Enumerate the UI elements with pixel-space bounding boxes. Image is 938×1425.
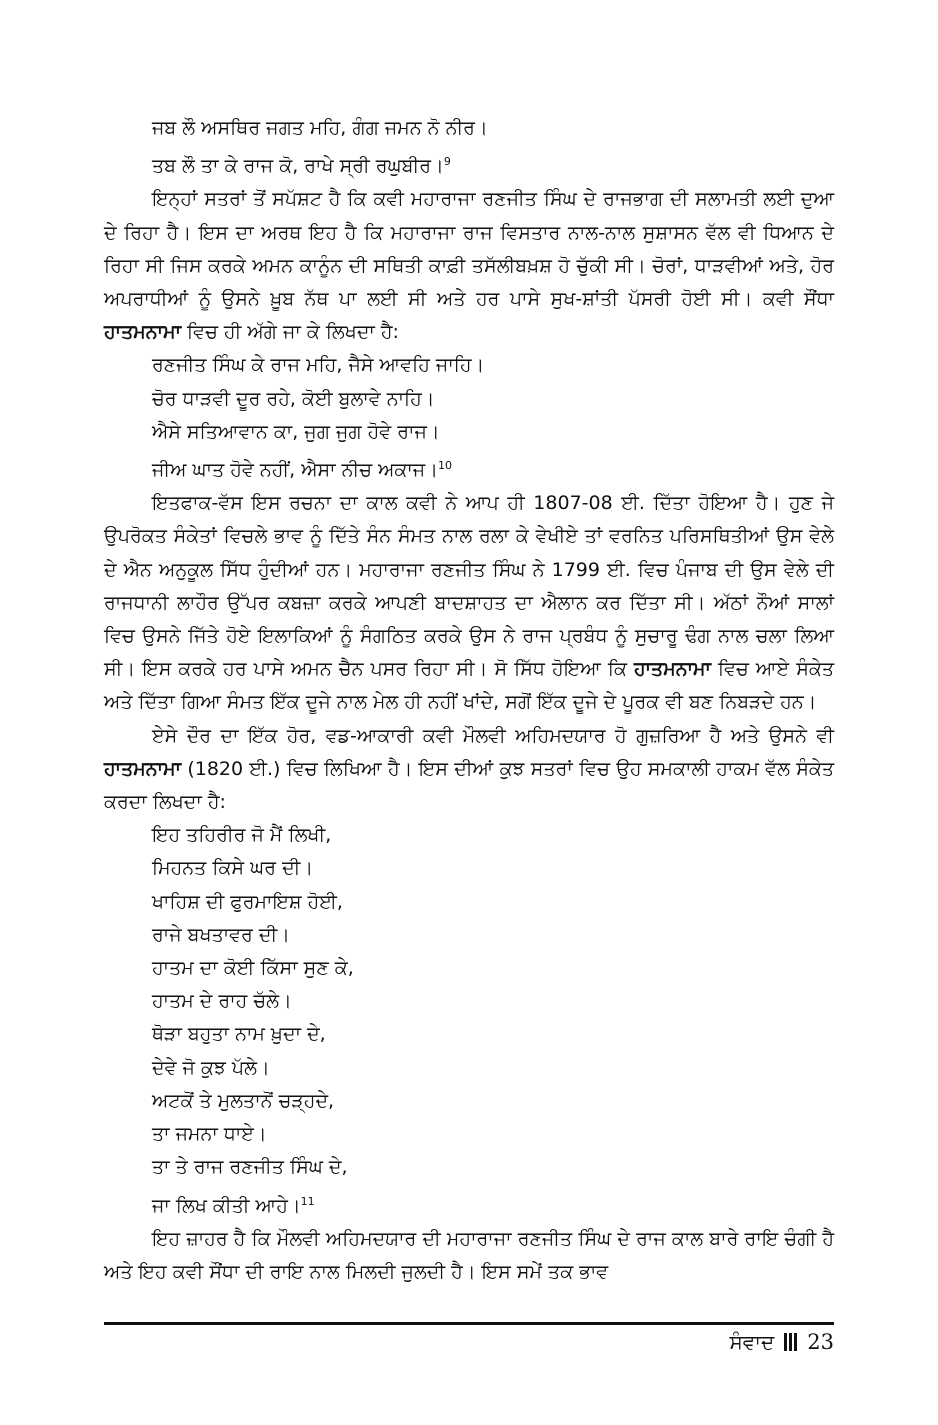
body-text: [104, 112, 834, 1289]
verse-line: ਇਹ ਤਹਿਰੀਰ ਜੋ ਮੈਂ ਲਿਖੀ,: [152, 824, 332, 847]
paragraph: ਇਹ ਜ਼ਾਹਰ ਹੈ ਕਿ ਮੌਲਵੀ ਅਹਿਮਦਯਾਰ ਦੀ ਮਹਾਰਾਜਾ ਰਣਜੀਤ ਸਿੰਘ ਦੇ ਰਾਜ ਕਾਲ ਬਾਰੇ ਰਾਇ ਚੰਗੀ ਹੈ ਅਤੇ ਇਹ ਕਵੀ ਸੌਂਧਾ ਦੀ ਰਾਇ ਨਾਲ ਮਿਲਦੀ ਜੁਲਦੀ ਹੈ। ਇਸ ਸਮੇਂ ਤਕ ਭਾਵ: [104, 1227, 834, 1283]
page-footer: [729, 1327, 834, 1357]
footnote-ref: 10: [438, 459, 453, 473]
verse-line: ਖਾਹਿਸ਼ ਦੀ ਫੁਰਮਾਇਸ਼ ਹੋਈ,: [152, 890, 343, 913]
paragraph: ਏਸੇ ਦੌਰ ਦਾ ਇੱਕ ਹੋਰ, ਵਡ-ਆਕਾਰੀ ਕਵੀ ਮੌਲਵੀ ਅਹਿਮਦਯਾਰ ਹੋ ਗੁਜ਼ਰਿਆ ਹੈ ਅਤੇ ਉਸਨੇ ਵੀ ਹਾਤਮਨਾਮਾ (1820 ਈ.) ਵਿਚ ਲਿਖਿਆ ਹੈ। ਇਸ ਦੀਆਂ ਕੁਝ ਸਤਰਾਂ ਵਿਚ ਉਹ ਸਮਕਾਲੀ ਹਾਕਮ ਵੱਲ ਸੰਕੇਤ ਕਰਦਾ ਲਿਖਦਾ ਹੈ:: [104, 724, 834, 814]
verse-line: ਐਸੇ ਸਤਿਆਵਾਨ ਕਾ, ਜੁਗ ਜੁਗ ਹੋਵੇ ਰਾਜ।: [152, 420, 440, 443]
paragraph: ਇਨ੍ਹਾਂ ਸਤਰਾਂ ਤੋਂ ਸਪੱਸ਼ਟ ਹੈ ਕਿ ਕਵੀ ਮਹਾਰਾਜਾ ਰਣਜੀਤ ਸਿੰਘ ਦੇ ਰਾਜਭਾਗ ਦੀ ਸਲਾਮਤੀ ਲਈ ਦੁਆ ਦੇ ਰਿਹਾ ਹੈ। ਇਸ ਦਾ ਅਰਥ ਇਹ ਹੈ ਕਿ ਮਹਾਰਾਜਾ ਰਾਜ ਵਿਸਤਾਰ ਨਾਲ-ਨਾਲ ਸੁਸ਼ਾਸਨ ਵੱਲ ਵੀ ਧਿਆਨ ਦੇ ਰਿਹਾ ਸੀ ਜਿਸ ਕਰਕੇ ਅਮਨ ਕਾਨੂੰਨ ਦੀ ਸਥਿਤੀ ਕਾਫ਼ੀ ਤਸੱਲੀਬਖ਼ਸ਼ ਹੋ ਚੁੱਕੀ ਸੀ। ਚੋਰਾਂ, ਧਾੜਵੀਆਂ ਅਤੇ, ਹੋਰ ਅਪਰਾਧੀਆਂ ਨੂੰ ਉਸਨੇ ਖ਼ੂਬ ਨੱਥ ਪਾ ਲਈ ਸੀ ਅਤੇ ਹਰ ਪਾਸੇ ਸੁਖ-ਸ਼ਾਂਤੀ ਪੱਸਰੀ ਹੋਈ ਸੀ। ਕਵੀ ਸੌਂਧਾ ਹਾਤਮਨਾਮਾ ਵਿਚ ਹੀ ਅੱਗੇ ਜਾ ਕੇ ਲਿਖਦਾ ਹੈ:: [104, 188, 834, 344]
page-number: 23: [807, 1330, 834, 1354]
verse-line: ਹਾਤਮ ਦੇ ਰਾਹ ਚੱਲੇ।: [152, 990, 292, 1013]
footer-rule: [104, 1322, 834, 1325]
verse-line: ਤਾ ਜਮਨਾ ਧਾਏ।: [152, 1123, 267, 1146]
footnote-ref: 9: [443, 155, 451, 169]
bold-title: ਹਾਤਮਨਾਮਾ: [104, 321, 182, 344]
bold-title: ਹਾਤਮਨਾਮਾ: [104, 757, 182, 780]
verse-line: ਰਾਜੇ ਬਖਤਾਵਰ ਦੀ।: [152, 923, 290, 946]
bold-title: ਹਾਤਮਨਾਮਾ: [633, 658, 711, 681]
verse-line: ਜਾ ਲਿਖ ਕੀਤੀ ਆਹੇ।$^{11}$: [152, 1194, 315, 1217]
verse-line: ਦੇਵੇ ਜੋ ਕੁਝ ਪੱਲੇ।: [152, 1056, 270, 1079]
journal-name: ਸੰਵਾਦ: [729, 1330, 775, 1354]
verse-line: ਰਣਜੀਤ ਸਿੰਘ ਕੇ ਰਾਜ ਮਹਿ, ਜੈਸੇ ਆਵਹਿ ਜਾਹਿ।: [152, 354, 485, 377]
verse-line: ਥੋੜਾ ਬਹੁਤਾ ਨਾਮ ਖ਼ੁਦਾ ਦੇ,: [152, 1023, 326, 1046]
verse-line: ਹਾਤਮ ਦਾ ਕੋਈ ਕਿੱਸਾ ਸੁਣ ਕੇ,: [152, 957, 354, 980]
verse-line: ਜਬ ਲੌ ਅਸਥਿਰ ਜਗਤ ਮਹਿ, ਗੰਗ ਜਮਨ ਨੋ ਨੀਰ।: [152, 117, 488, 139]
verse-line: ਤਾ ਤੇ ਰਾਜ ਰਣਜੀਤ ਸਿੰਘ ਦੇ,: [152, 1156, 348, 1179]
verse-line: ਜੀਅ ਘਾਤ ਹੋਵੇ ਨਹੀਂ, ਐਸਾ ਨੀਚ ਅਕਾਜ।$^{10}$: [152, 459, 453, 482]
verse-line: ਚੋਰ ਧਾੜਵੀ ਦੂਰ ਰਹੇ, ਕੋਈ ਬੁਲਾਵੇ ਨਾਹਿ।: [152, 387, 435, 410]
verse-line: ਮਿਹਨਤ ਕਿਸੇ ਘਰ ਦੀ।: [152, 857, 314, 880]
paragraph: ਇਤਫਾਕ-ਵੱਸ ਇਸ ਰਚਨਾ ਦਾ ਕਾਲ ਕਵੀ ਨੇ ਆਪ ਹੀ 1807-08 ਈ. ਦਿੱਤਾ ਹੋਇਆ ਹੈ। ਹੁਣ ਜੇ ਉਪਰੋਕਤ ਸੰਕੇਤਾਂ ਵਿਚਲੇ ਭਾਵ ਨੂੰ ਦਿੱਤੇ ਸੰਨ ਸੰਮਤ ਨਾਲ ਰਲਾ ਕੇ ਵੇਖੀਏ ਤਾਂ ਵਰਨਿਤ ਪਰਿਸਥਿਤੀਆਂ ਉਸ ਵੇਲੇ ਦੇ ਐਨ ਅਨੁਕੂਲ ਸਿੱਧ ਹੁੰਦੀਆਂ ਹਨ। ਮਹਾਰਾਜਾ ਰਣਜੀਤ ਸਿੰਘ ਨੇ 1799 ਈ. ਵਿਚ ਪੰਜਾਬ ਦੀ ਉਸ ਵੇਲੇ ਦੀ ਰਾਜਧਾਨੀ ਲਾਹੌਰ ਉੱਪਰ ਕਬਜ਼ਾ ਕਰਕੇ ਆਪਣੀ ਬਾਦਸ਼ਾਹਤ ਦਾ ਐਲਾਨ ਕਰ ਦਿੱਤਾ ਸੀ। ਅੱਠਾਂ ਨੌਆਂ ਸਾਲਾਂ ਵਿਚ ਉਸਨੇ ਜਿੱਤੇ ਹੋਏ ਇਲਾਕਿਆਂ ਨੂੰ ਸੰਗਠਿਤ ਕਰਕੇ ਉਸ ਨੇ ਰਾਜ ਪ੍ਰਬੰਧ ਨੂੰ ਸੁਚਾਰੂ ਢੰਗ ਨਾਲ ਚਲਾ ਲਿਆ ਸੀ। ਇਸ ਕਰਕੇ ਹਰ ਪਾਸੇ ਅਮਨ ਚੈਨ ਪਸਰ ਰਿਹਾ ਸੀ। ਸੋ ਸਿੱਧ ਹੋਇਆ ਕਿ ਹਾਤਮਨਾਮਾ ਵਿਚ ਆਏ ਸੰਕੇਤ ਅਤੇ ਦਿੱਤਾ ਗਿਆ ਸੰਮਤ ਇੱਕ ਦੂਜੇ ਨਾਲ ਮੇਲ ਹੀ ਨਹੀਂ ਖਾਂਦੇ, ਸਗੋਂ ਇੱਕ ਦੂਜੇ ਦੇ ਪੂਰਕ ਵੀ ਬਣ ਨਿਬੜਦੇ ਹਨ।: [104, 492, 834, 714]
footnote-ref: 11: [300, 1194, 315, 1208]
bars-ornament-icon: [784, 1333, 797, 1351]
verse-line: ਅਟਕੋਂ ਤੇ ਮੁਲਤਾਨੋਂ ਚੜ੍ਹਦੇ,: [152, 1089, 335, 1112]
verse-line: ਤਬ ਲੌ ਤਾ ਕੇ ਰਾਜ ਕੋ, ਰਾਖੇ ਸ੍ਰੀ ਰਘੁਬੀਰ।$^9$: [152, 155, 451, 178]
